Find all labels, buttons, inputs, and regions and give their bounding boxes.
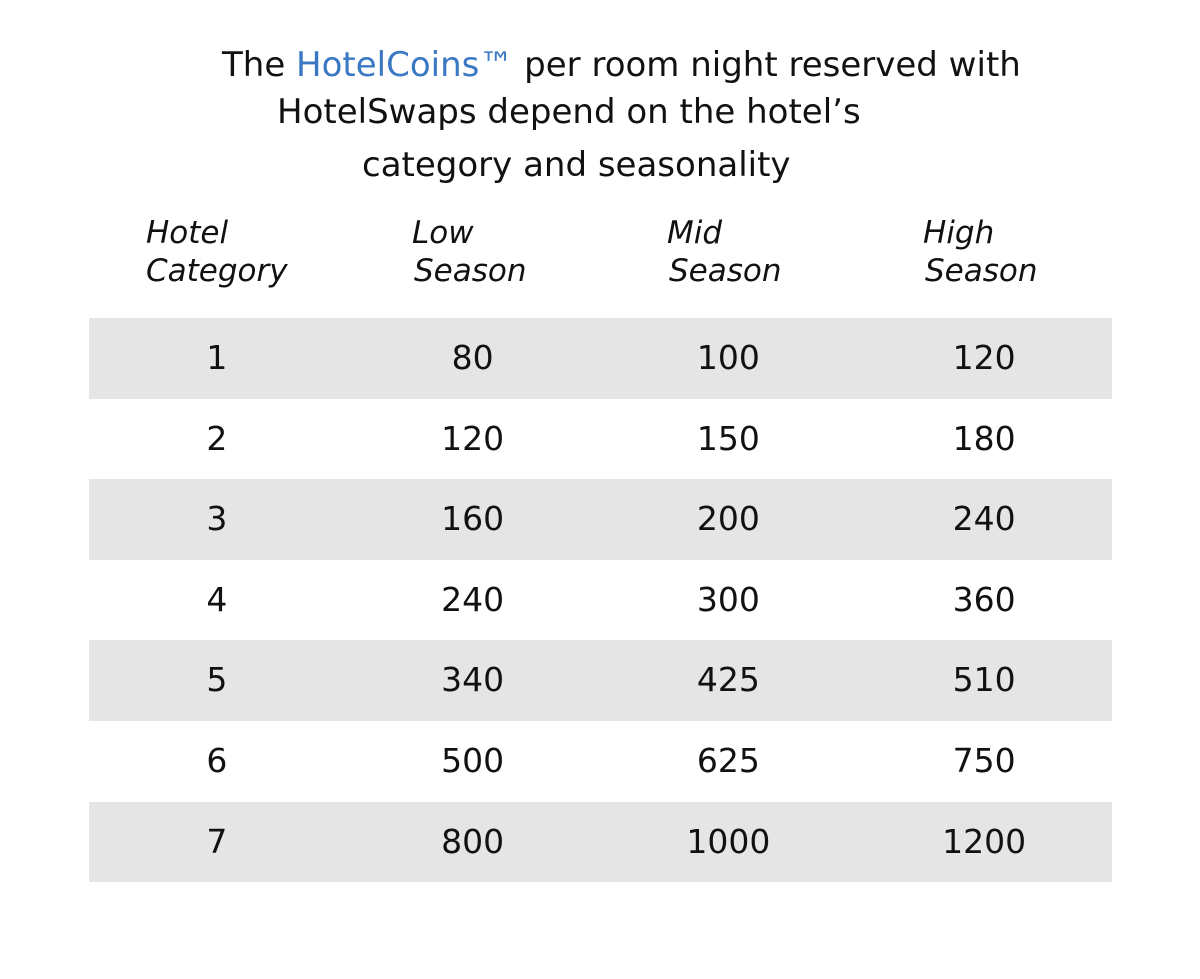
table-row [89, 318, 1112, 399]
header-label-line1: Low [412, 215, 474, 251]
cell-low-season: 240 [441, 579, 505, 619]
title-line-3: category and seasonality [362, 145, 791, 185]
coins-table [89, 318, 1112, 882]
cell-mid-season: 150 [696, 418, 760, 458]
cell-category: 1 [206, 338, 228, 377]
cell-high-season: 750 [952, 740, 1016, 780]
cell-high-season: 240 [952, 499, 1016, 539]
title-suffix: per room night reserved with [513, 45, 1021, 85]
header-label-line1: Hotel [146, 215, 229, 251]
header-low-season [412, 214, 527, 290]
header-label-line2: Category [146, 253, 288, 289]
header-label-line1: High [923, 215, 995, 251]
table-row [89, 560, 1112, 641]
cell-mid-season: 425 [696, 660, 760, 700]
cell-low-season: 120 [441, 418, 505, 458]
table-row [89, 802, 1112, 883]
header-label-line1: Mid [667, 215, 723, 251]
title-line-1 [222, 45, 1021, 85]
cell-category: 6 [206, 740, 228, 780]
brand-name: HotelCoins™ [296, 45, 514, 85]
cell-low-season: 800 [441, 821, 505, 861]
cell-mid-season: 625 [696, 740, 760, 780]
cell-low-season: 80 [451, 338, 494, 377]
table-row [89, 721, 1112, 802]
cell-mid-season: 200 [696, 499, 760, 539]
header-mid-season [667, 214, 782, 290]
header-high-season [923, 214, 1038, 290]
cell-category: 4 [206, 579, 228, 619]
cell-category: 3 [206, 499, 228, 539]
cell-high-season: 180 [952, 418, 1016, 458]
cell-high-season: 1200 [942, 821, 1027, 861]
cell-high-season: 120 [952, 338, 1016, 377]
cell-mid-season: 100 [696, 338, 760, 377]
cell-mid-season: 1000 [686, 821, 771, 861]
cell-mid-season: 300 [696, 579, 760, 619]
cell-category: 7 [206, 821, 228, 861]
header-hotel-category [146, 214, 288, 290]
header-label-line2: Season [414, 253, 527, 289]
title-line-2: HotelSwaps depend on the hotel’s [277, 92, 861, 132]
cell-low-season: 340 [441, 660, 505, 700]
header-label-line2: Season [669, 253, 782, 289]
cell-high-season: 360 [952, 579, 1016, 619]
table-row [89, 479, 1112, 560]
cell-low-season: 500 [441, 740, 505, 780]
cell-category: 5 [206, 660, 228, 700]
cell-low-season: 160 [441, 499, 505, 539]
title-prefix: The [222, 45, 297, 85]
table-row [89, 399, 1112, 480]
table-header [0, 214, 1200, 294]
table-row [89, 640, 1112, 721]
cell-category: 2 [206, 418, 228, 458]
header-label-line2: Season [925, 253, 1038, 289]
cell-high-season: 510 [952, 660, 1016, 700]
